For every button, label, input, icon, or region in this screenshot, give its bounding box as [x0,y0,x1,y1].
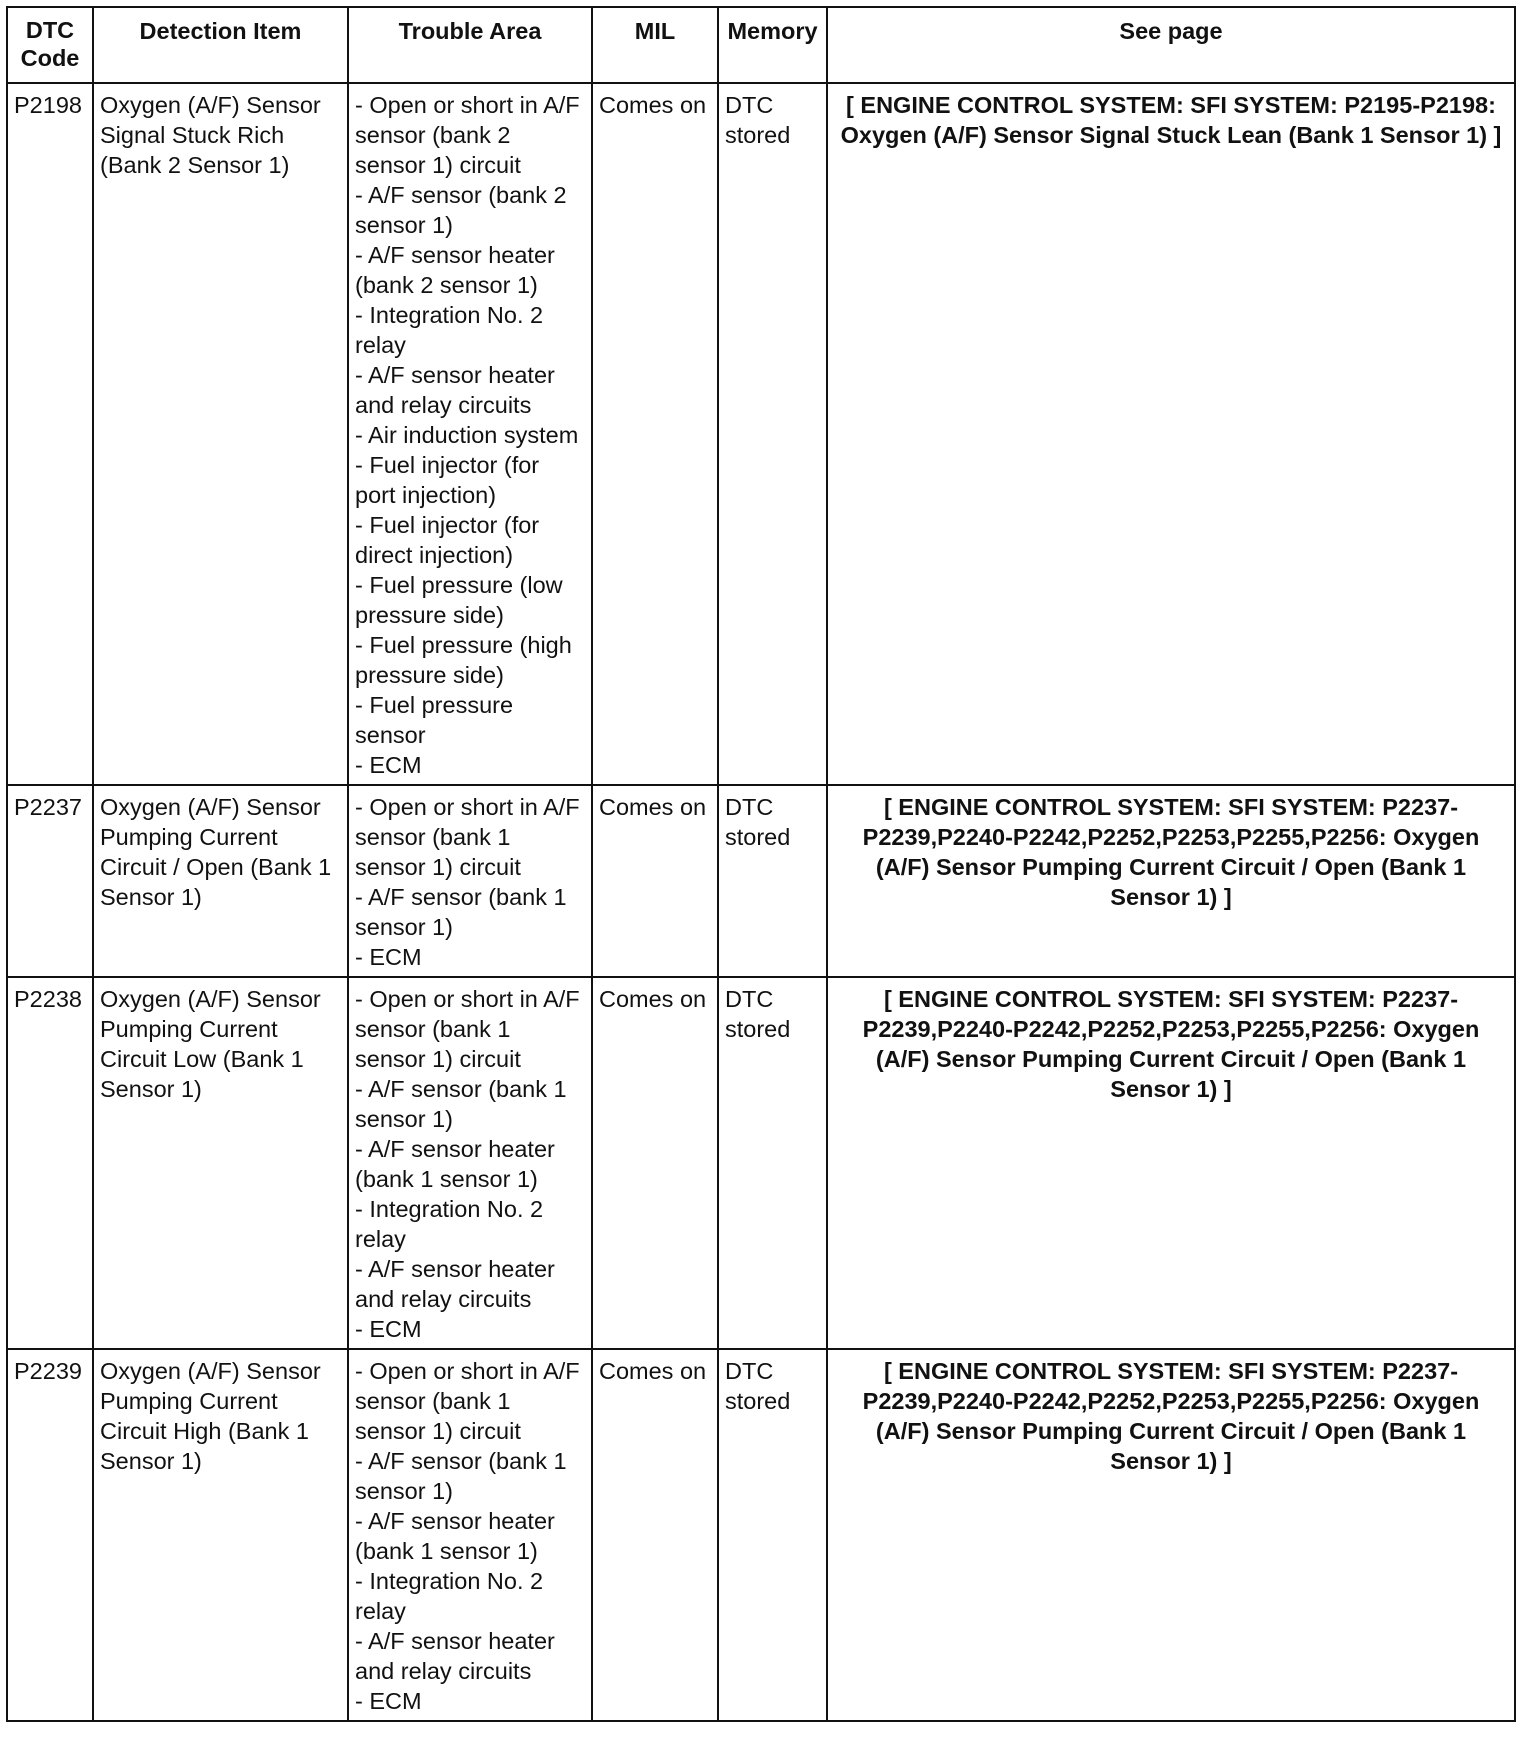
header-trouble-area: Trouble Area [348,7,592,83]
trouble-item: - A/F sensor (bank 1 sensor 1) [355,884,567,940]
memory-cell: DTC stored [718,1349,827,1721]
trouble-item: - A/F sensor (bank 1 sensor 1) [355,1076,567,1132]
detection-item-cell: Oxygen (A/F) Sensor Pumping Current Circuit / Open (Bank 1 Sensor 1) [93,785,348,977]
header-row [7,7,1515,83]
see-page-link[interactable]: [ ENGINE CONTROL SYSTEM: SFI SYSTEM: P2237-P2239,P2240-P2242,P2252,P2253,P2255,P2256: Oxygen (A/F) Sensor Pumping Current Circuit / Open (Bank 1 Sensor 1) ] [827,977,1515,1349]
see-page-link[interactable]: [ ENGINE CONTROL SYSTEM: SFI SYSTEM: P2237-P2239,P2240-P2242,P2252,P2253,P2255,P2256: Oxygen (A/F) Sensor Pumping Current Circuit / Open (Bank 1 Sensor 1) ] [827,785,1515,977]
trouble-item: - Fuel pressure (low pressure side) [355,572,563,628]
trouble-item: - Fuel pressure (high pressure side) [355,632,572,688]
trouble-item: - ECM [355,1316,422,1342]
dtc-code-cell: P2238 [7,977,93,1349]
trouble-item: - Integration No. 2 relay [355,1568,544,1624]
trouble-area-cell [348,785,592,977]
mil-cell: Comes on [592,977,718,1349]
trouble-item: - A/F sensor heater (bank 2 sensor 1) [355,242,555,298]
table-row [7,83,1515,785]
detection-item-cell: Oxygen (A/F) Sensor Pumping Current Circuit Low (Bank 1 Sensor 1) [93,977,348,1349]
table-row [7,785,1515,977]
trouble-item: - ECM [355,1688,422,1714]
header-detection-item: Detection Item [93,7,348,83]
detection-item-cell: Oxygen (A/F) Sensor Pumping Current Circuit High (Bank 1 Sensor 1) [93,1349,348,1721]
trouble-item: - Integration No. 2 relay [355,302,544,358]
trouble-area-cell [348,83,592,785]
trouble-item: - Open or short in A/F sensor (bank 1 sensor 1) circuit [355,794,580,880]
mil-cell: Comes on [592,785,718,977]
trouble-item: - ECM [355,752,422,778]
memory-cell: DTC stored [718,977,827,1349]
table-row [7,1349,1515,1721]
trouble-item: - Open or short in A/F sensor (bank 1 sensor 1) circuit [355,1358,580,1444]
trouble-item: - Open or short in A/F sensor (bank 1 sensor 1) circuit [355,986,580,1072]
dtc-code-cell: P2198 [7,83,93,785]
mil-cell: Comes on [592,1349,718,1721]
trouble-item: - Air induction system [355,422,579,448]
mil-cell: Comes on [592,83,718,785]
trouble-item: - Fuel injector (for direct injection) [355,512,540,568]
trouble-area-cell [348,977,592,1349]
trouble-item: - A/F sensor heater (bank 1 sensor 1) [355,1136,555,1192]
trouble-item: - A/F sensor heater (bank 1 sensor 1) [355,1508,555,1564]
header-dtc-code: DTC Code [7,7,93,83]
trouble-item: - A/F sensor (bank 2 sensor 1) [355,182,567,238]
trouble-item: - Fuel pressure sensor [355,692,514,748]
detection-item-cell: Oxygen (A/F) Sensor Signal Stuck Rich (Bank 2 Sensor 1) [93,83,348,785]
trouble-item: - ECM [355,944,422,970]
header-mil: MIL [592,7,718,83]
trouble-area-cell [348,1349,592,1721]
dtc-code-cell: P2239 [7,1349,93,1721]
trouble-item: - A/F sensor heater and relay circuits [355,362,555,418]
trouble-item: - Integration No. 2 relay [355,1196,544,1252]
header-see-page: See page [827,7,1515,83]
trouble-item: - A/F sensor heater and relay circuits [355,1256,555,1312]
memory-cell: DTC stored [718,785,827,977]
see-page-link[interactable]: [ ENGINE CONTROL SYSTEM: SFI SYSTEM: P2195-P2198: Oxygen (A/F) Sensor Signal Stuck Lean (Bank 1 Sensor 1) ] [827,83,1515,785]
memory-cell: DTC stored [718,83,827,785]
trouble-item: - Fuel injector (for port injection) [355,452,540,508]
see-page-link[interactable]: [ ENGINE CONTROL SYSTEM: SFI SYSTEM: P2237-P2239,P2240-P2242,P2252,P2253,P2255,P2256: Oxygen (A/F) Sensor Pumping Current Circuit / Open (Bank 1 Sensor 1) ] [827,1349,1515,1721]
dtc-table [6,6,1516,1722]
table-body [7,83,1515,1721]
trouble-item: - Open or short in A/F sensor (bank 2 sensor 1) circuit [355,92,580,178]
trouble-item: - A/F sensor heater and relay circuits [355,1628,555,1684]
table-row [7,977,1515,1349]
trouble-item: - A/F sensor (bank 1 sensor 1) [355,1448,567,1504]
dtc-code-cell: P2237 [7,785,93,977]
header-memory: Memory [718,7,827,83]
